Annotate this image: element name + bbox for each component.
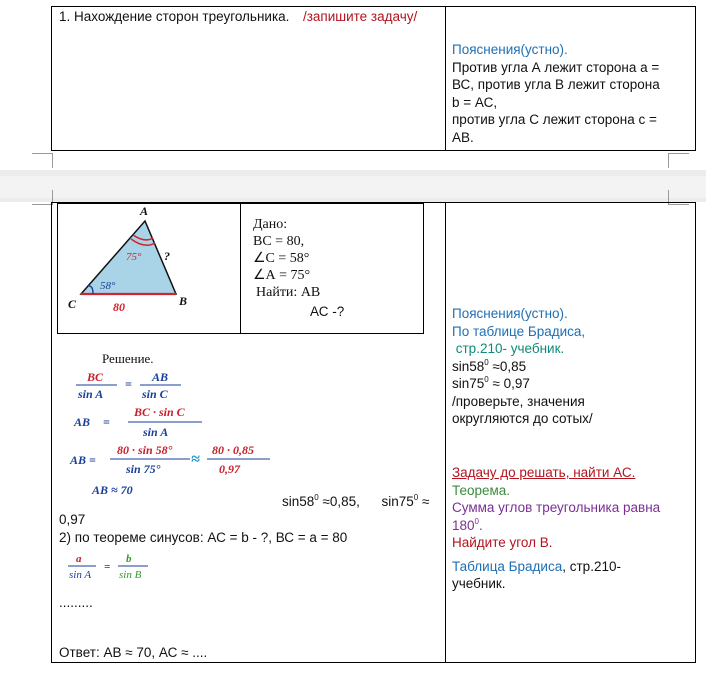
crop-mark bbox=[32, 190, 53, 205]
f5-num1: a bbox=[76, 553, 82, 565]
answer: Ответ: АВ ≈ 70, АС ≈ .... bbox=[59, 645, 208, 660]
sin75-value: ≈ 0,97 bbox=[488, 376, 530, 391]
degree-sup: 0 bbox=[474, 516, 479, 526]
sin58-line bbox=[452, 358, 692, 376]
sin75-line bbox=[452, 375, 692, 393]
task-note: /запишите задачу/ bbox=[302, 9, 418, 24]
f1-eq: = bbox=[125, 377, 132, 391]
vertex-c-label: C bbox=[68, 297, 77, 311]
ellipsis: ......... bbox=[59, 595, 93, 610]
page-break bbox=[0, 170, 706, 202]
crop-mark bbox=[32, 153, 53, 168]
f3-num1: 80 · sin 58° bbox=[117, 443, 173, 457]
f3-left: AB = bbox=[70, 453, 96, 467]
task-instructions bbox=[452, 464, 692, 593]
column-divider bbox=[445, 202, 446, 663]
sum-value: 180 bbox=[452, 517, 475, 533]
f2-eq: = bbox=[103, 415, 110, 429]
f3-num2: 80 · 0,85 bbox=[212, 443, 254, 457]
side-cb-label: 80 bbox=[113, 300, 125, 313]
degree-sup: 0 bbox=[484, 375, 489, 384]
solution-formulas bbox=[62, 366, 312, 506]
bradis-table-link: Таблица Брадиса bbox=[452, 558, 563, 574]
given-line: ∠А = 75° bbox=[253, 268, 311, 283]
explanation-heading: Пояснения(устно). bbox=[452, 42, 568, 57]
sin75-wrap: 0,97 bbox=[59, 512, 86, 527]
explanation-line: против угла С лежит сторона с = bbox=[452, 112, 657, 127]
sin58-text: sin58 bbox=[282, 494, 315, 509]
bradis-line: По таблице Брадиса, bbox=[452, 323, 586, 339]
sum-end: . bbox=[478, 517, 483, 533]
task-line: Задачу до решать, найти АС. bbox=[452, 465, 636, 480]
triangle-figure bbox=[60, 203, 238, 313]
crop-mark bbox=[668, 153, 689, 168]
explanation-line: Против угла А лежит сторона а = bbox=[452, 59, 660, 75]
explanation-2 bbox=[452, 305, 692, 428]
solution-heading: Решение. bbox=[102, 351, 154, 366]
figure-divider bbox=[240, 203, 241, 334]
sin75-text: sin75 bbox=[381, 494, 414, 509]
f5-num2: b bbox=[126, 553, 132, 565]
sin58-value: ≈0,85 bbox=[488, 358, 527, 374]
angle-a-label: 75° bbox=[126, 251, 142, 263]
sin-values-line bbox=[282, 493, 429, 511]
angle-c-label: 58° bbox=[100, 280, 116, 292]
f4: AB ≈ 70 bbox=[92, 483, 133, 497]
f1-num2: AB bbox=[152, 370, 169, 384]
vertex-a-label: A bbox=[140, 204, 149, 218]
given-block bbox=[253, 216, 423, 301]
sin75-text: sin75 bbox=[452, 376, 485, 391]
explanation-line: АВ. bbox=[452, 129, 474, 145]
task-heading: 1. Нахождение сторон треугольника. bbox=[59, 9, 290, 24]
given-line: ∠С = 58° bbox=[253, 251, 310, 266]
f3-den1: sin 75° bbox=[126, 462, 161, 476]
f1-den1: sin A bbox=[78, 387, 104, 401]
explanation-1 bbox=[452, 41, 692, 146]
side-ab-label: ? bbox=[164, 249, 170, 263]
bradis-table-page: , стр.210- bbox=[562, 558, 621, 574]
sine-theorem-formula bbox=[62, 550, 172, 586]
f5-den1: sin A bbox=[69, 569, 92, 581]
f2-num: BC · sin C bbox=[134, 405, 185, 419]
bradis-table-line-2: учебник. bbox=[452, 576, 506, 591]
check-line: округляются до сотых/ bbox=[452, 411, 593, 426]
vertex-b-label: B bbox=[179, 294, 188, 308]
given-find-ac: АС -? bbox=[310, 304, 345, 319]
explanation-line: ВС, против угла В лежит сторона bbox=[452, 77, 660, 92]
bradis-table-line bbox=[452, 558, 692, 576]
step-2: 2) по теореме синусов: АС = b - ?, ВС = а = 80 bbox=[59, 530, 348, 545]
given-line: ВС = 80, bbox=[253, 234, 305, 249]
explanation-heading: Пояснения(устно). bbox=[452, 306, 568, 321]
f5-eq: = bbox=[104, 561, 111, 573]
task-title bbox=[59, 8, 439, 26]
bradis-line: стр.210- учебник. bbox=[452, 341, 565, 356]
sin75-value: ≈ bbox=[418, 494, 430, 509]
f3-den2: 0,97 bbox=[219, 462, 240, 476]
given-title: Дано: bbox=[253, 217, 288, 232]
degree-sup: 0 bbox=[314, 493, 319, 502]
f2-den: sin A bbox=[143, 425, 169, 439]
sin58-value: ≈0,85, bbox=[318, 494, 360, 509]
sum-line: Сумма углов треугольника равна bbox=[452, 500, 661, 515]
explanation-line: b = АС, bbox=[452, 94, 498, 110]
find-angle-b: Найдите угол В. bbox=[452, 535, 553, 550]
degree-sup: 0 bbox=[413, 493, 419, 502]
given-find: Найти: АВ bbox=[256, 285, 321, 300]
f1-num1: BC bbox=[87, 370, 104, 384]
sin58-text: sin58 bbox=[452, 358, 485, 374]
degree-sup: 0 bbox=[484, 357, 489, 367]
theorem-label: Теорема. bbox=[452, 482, 511, 498]
column-divider bbox=[445, 6, 446, 151]
sum-line-2 bbox=[452, 517, 692, 535]
f1-den2: sin C bbox=[142, 387, 168, 401]
f5-den2: sin B bbox=[119, 569, 142, 581]
f3-approx: ≈ bbox=[191, 451, 200, 468]
f2-left: AB bbox=[74, 415, 91, 429]
check-line: /проверьте, значения bbox=[452, 393, 585, 409]
